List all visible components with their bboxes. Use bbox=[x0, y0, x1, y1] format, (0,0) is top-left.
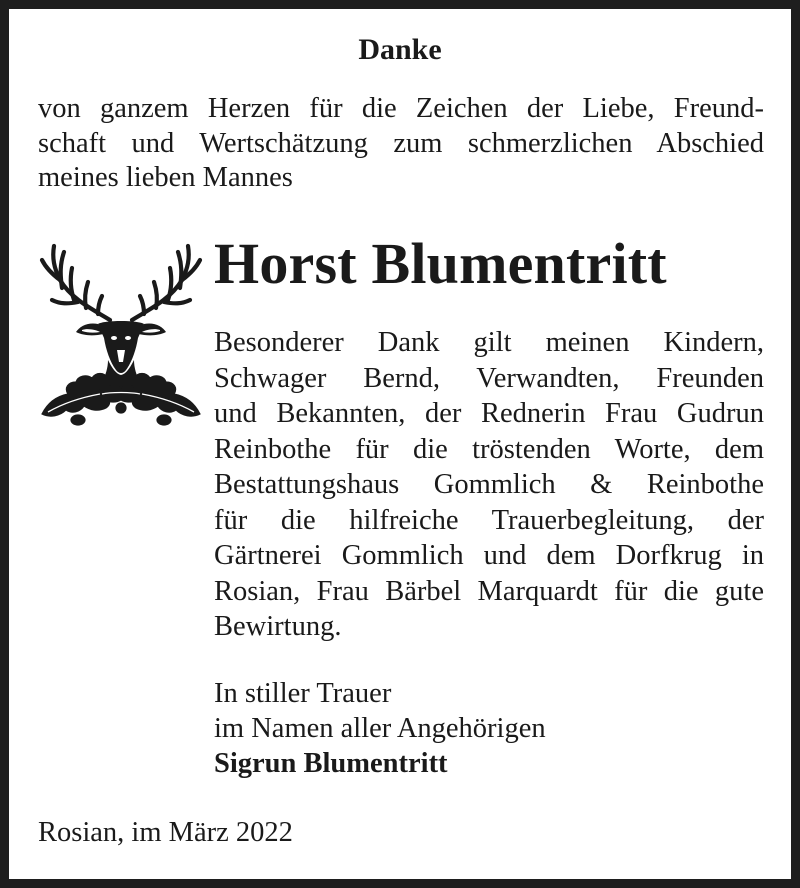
notice-heading: Danke bbox=[358, 33, 442, 66]
intro-line: meines lieben Mannes bbox=[38, 162, 293, 193]
thanks-line: Rosian, Frau Bärbel Marquardt für die gute bbox=[214, 575, 764, 607]
thanks-line: Bestattungshaus Gommlich & Reinbothe bbox=[214, 469, 764, 500]
thanks-line: für die hilfreiche Trauerbegleitung, der bbox=[214, 504, 764, 536]
closing-line: In stiller Trauer bbox=[214, 678, 392, 709]
thanks-line: und Bekannten, der Rednerin Frau Gudrun bbox=[214, 398, 764, 429]
thanks-line: Besonderer Dank gilt meinen Kindern, bbox=[214, 327, 764, 358]
stag-with-oak-leaves-icon bbox=[38, 238, 204, 430]
intro-line: schaft und Wertschätzung zum schmerzlichen Abschied bbox=[38, 127, 764, 159]
closing-block bbox=[214, 676, 546, 781]
thanks-text bbox=[214, 325, 764, 645]
thanks-line: Bewirtung. bbox=[214, 611, 342, 642]
thanks-line: Gärtnerei Gommlich und dem Dorfkrug in bbox=[214, 540, 764, 571]
place-date: Rosian, im März 2022 bbox=[38, 817, 293, 848]
deceased-name: Horst Blumentritt bbox=[214, 231, 667, 296]
signer-name: Sigrun Blumentritt bbox=[214, 748, 448, 779]
thanks-line: Reinbothe für die tröstenden Worte, dem bbox=[214, 433, 764, 465]
intro-line: von ganzem Herzen für die Zeichen der Liebe, Freund- bbox=[38, 93, 764, 124]
intro-text bbox=[38, 92, 764, 196]
closing-line: im Namen aller Angehörigen bbox=[214, 713, 546, 744]
thanks-line: Schwager Bernd, Verwandten, Freunden bbox=[214, 362, 764, 394]
